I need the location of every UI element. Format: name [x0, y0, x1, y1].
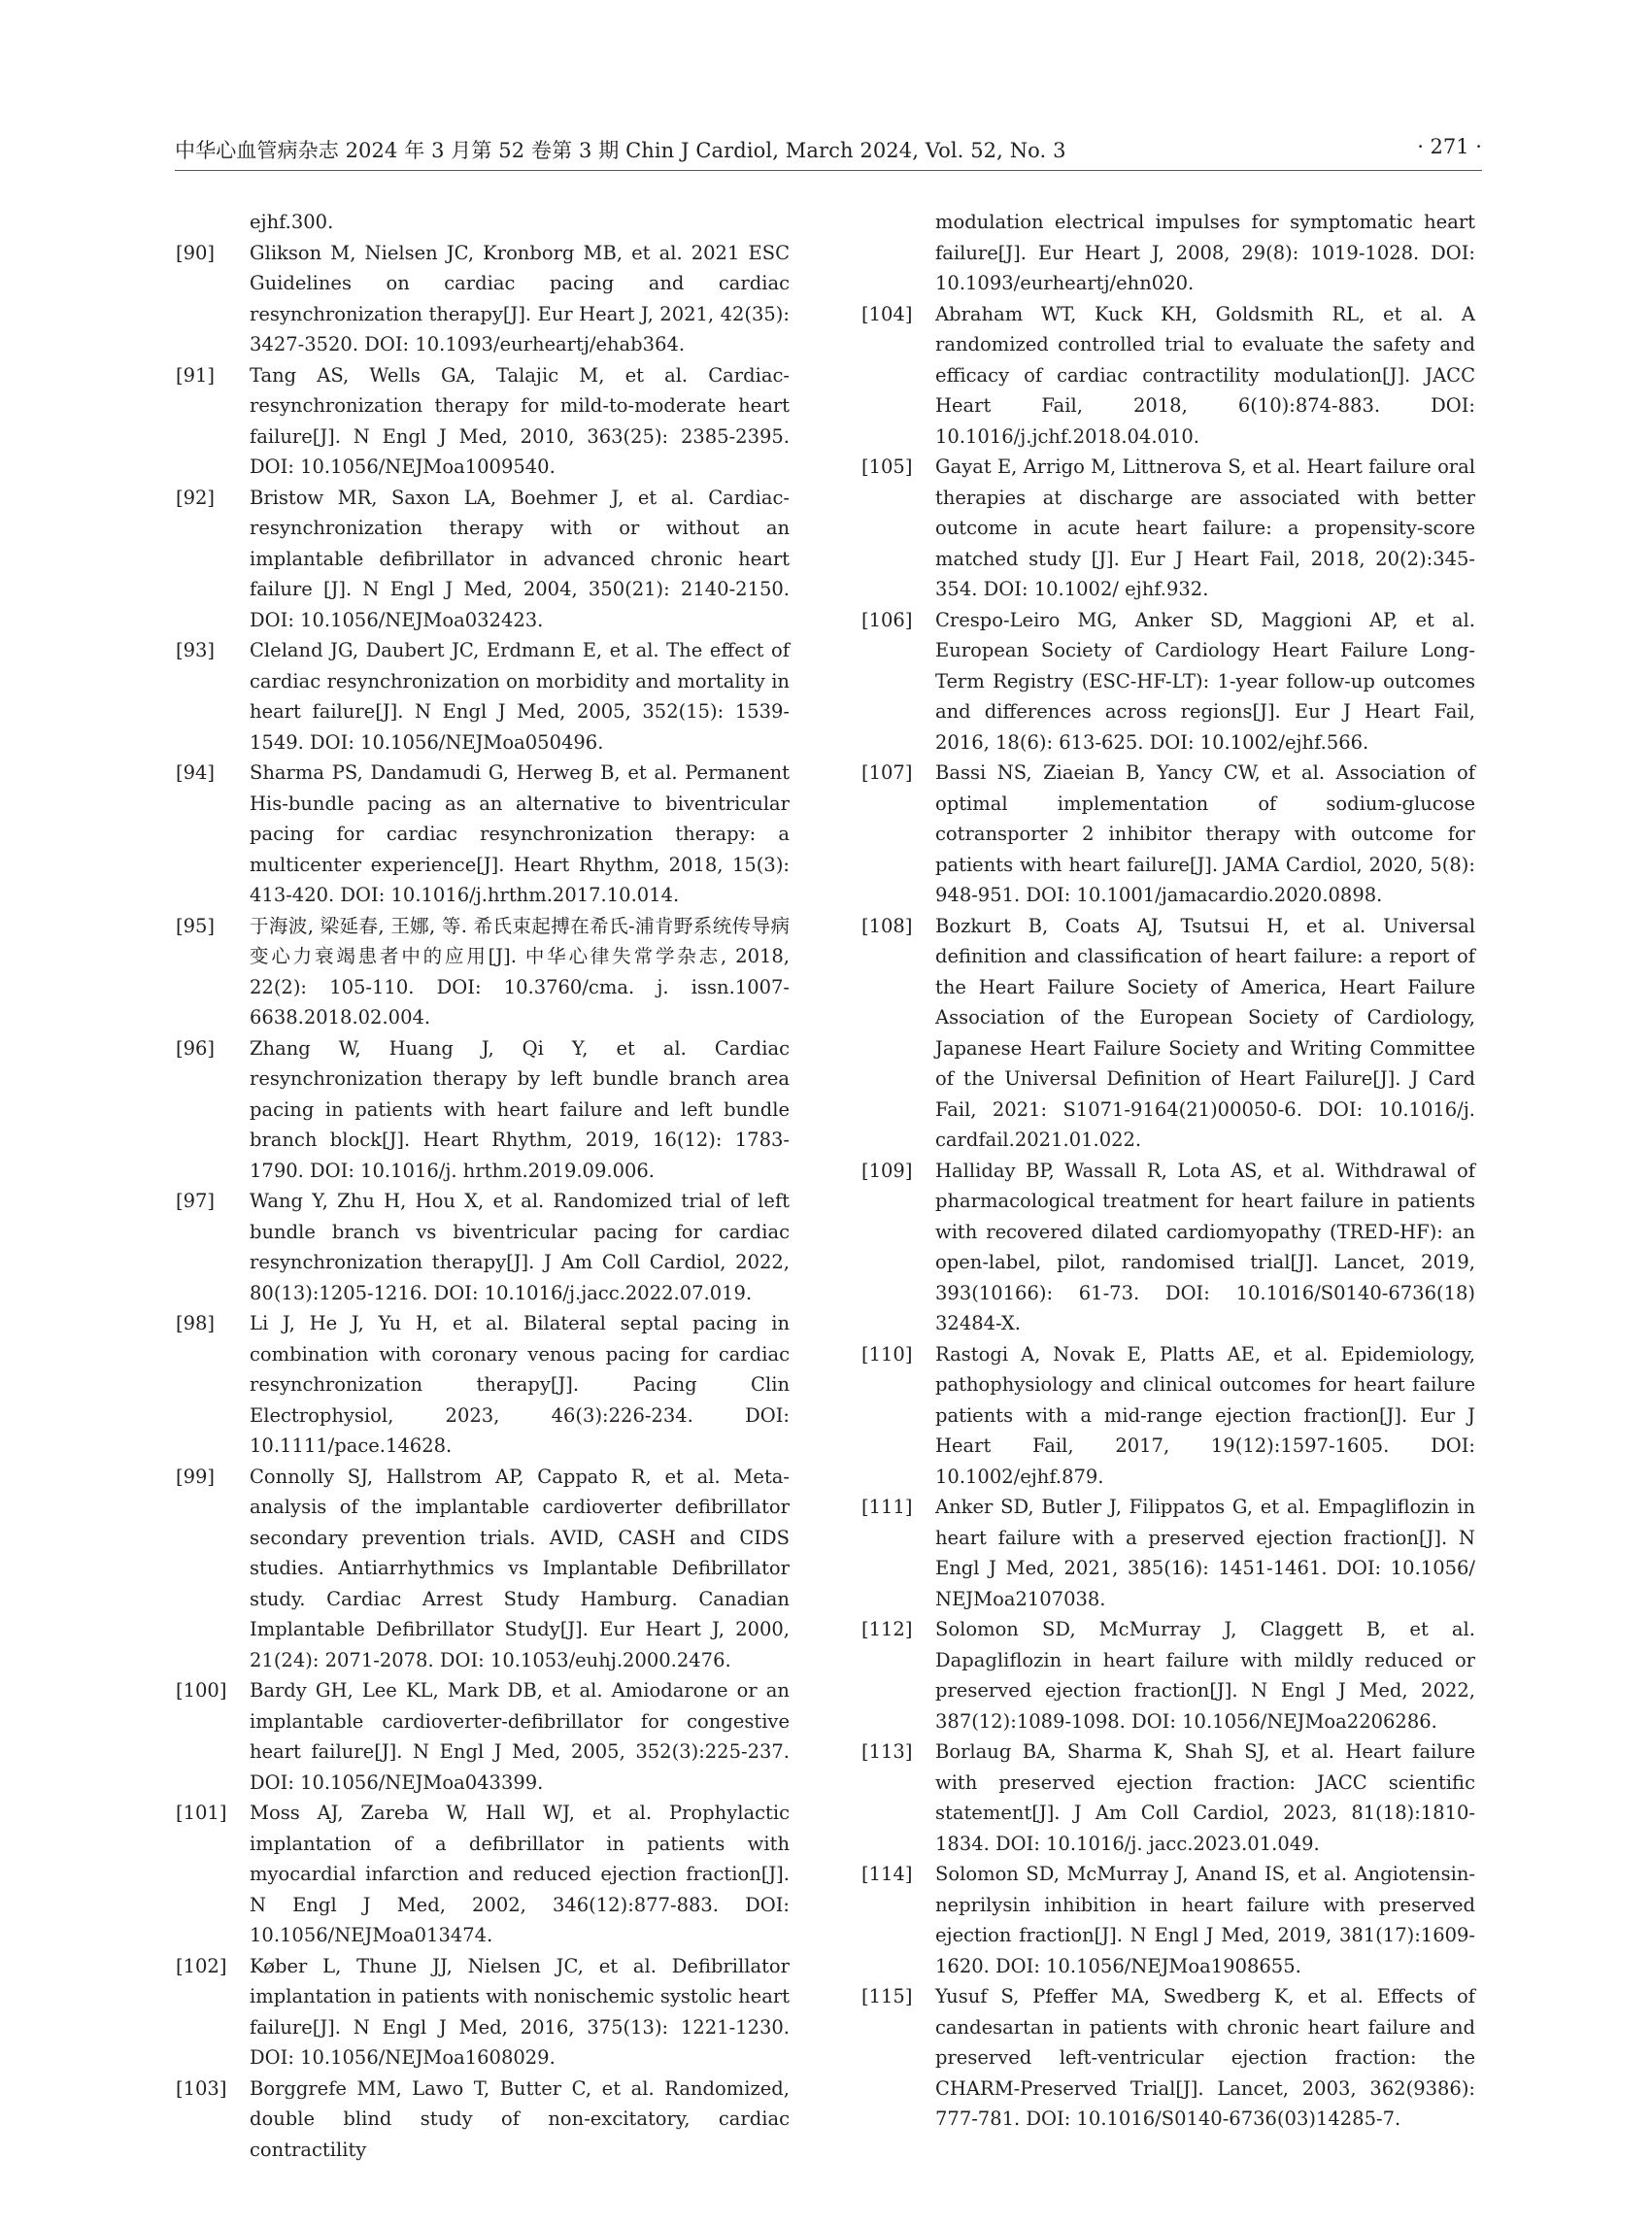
reference-text: Borlaug BA, Sharma K, Shah SJ, et al. Heart failure with preserved ejection fraction: JACC scientific statement[J]. J Am Coll Cardiol, 2023, 81(18):1810-1834. DOI: 10.1016/j. jacc.2023.01.049.	[935, 1740, 1475, 1855]
reference-number: [94]	[176, 761, 216, 784]
reference-number: [102]	[176, 1954, 227, 1977]
reference-entry	[861, 1492, 1475, 1614]
reference-entry	[176, 1675, 790, 1798]
reference-text: Tang AS, Wells GA, Talajic M, et al. Cardiac-resynchronization therapy for mild-to-moderate heart failure[J]. N Engl J Med, 2010, 363(25): 2385-2395. DOI: 10.1056/NEJMoa1009540.	[250, 363, 790, 478]
reference-entry	[176, 360, 790, 483]
reference-number: [101]	[176, 1802, 227, 1824]
reference-number: [111]	[861, 1496, 913, 1518]
reference-number: [99]	[176, 1465, 216, 1488]
reference-entry	[176, 911, 790, 1033]
reference-text: Anker SD, Butler J, Filippatos G, et al. Empagliflozin in heart failure with a preserved ejection fraction[J]. N Engl J Med, 2021, 385(16): 1451-1461. DOI: 10.1056/ NEJMoa2107038.	[935, 1496, 1475, 1610]
reference-number: [103]	[176, 2076, 227, 2100]
reference-entry	[861, 911, 1475, 1156]
reference-entry	[176, 238, 790, 360]
reference-number: [106]	[861, 608, 913, 631]
reference-text: Zhang W, Huang J, Qi Y, et al. Cardiac resynchronization therapy by left bundle branch area pacing in patients with heart failure and left bundle branch block[J]. Heart Rhythm, 2019, 16(12): 1783-1790. DOI: 10.1016/j. hrthm.2019.09.006.	[250, 1036, 790, 1182]
reference-text: Borggrefe MM, Lawo T, Butter C, et al. Randomized, double blind study of non-excitatory, cardiac contractility	[250, 2076, 790, 2161]
left-reference-column	[176, 207, 790, 2165]
reference-entry	[176, 1186, 790, 1308]
reference-number: [105]	[861, 455, 913, 478]
reference-entry	[861, 1614, 1475, 1736]
reference-text: Rastogi A, Novak E, Platts AE, et al. Epidemiology, pathophysiology and clinical outcomes for heart failure patients with a mid-range ejection fraction[J]. Eur J Heart Fail, 2017, 19(12):1597-1605. DOI: 10.1002/ejhf.879.	[935, 1342, 1475, 1488]
reference-number: [114]	[861, 1863, 913, 1885]
reference-entry	[176, 758, 790, 911]
reference-entry	[861, 452, 1475, 605]
reference-entry	[861, 1859, 1475, 1981]
reference-entry	[176, 635, 790, 758]
reference-entry	[861, 207, 1475, 299]
reference-entry	[861, 1981, 1475, 2135]
reference-text: Bardy GH, Lee KL, Mark DB, et al. Amiodarone or an implantable cardioverter-defibrillator for congestive heart failure[J]. N Engl J Med, 2005, 352(3):225-237. DOI: 10.1056/NEJMoa043399.	[250, 1679, 790, 1794]
reference-entry	[861, 1339, 1475, 1493]
page-number: · 271 ·	[1417, 135, 1482, 158]
reference-text: Crespo-Leiro MG, Anker SD, Maggioni AP, et al. European Society of Cardiology Heart Failure Long-Term Registry (ESC-HF-LT): 1-year follow-up outcomes and differences across regions[J]. Eur J Heart Fail, 2016, 18(6): 613-625. DOI: 10.1002/ejhf.566.	[935, 608, 1475, 754]
reference-entry	[176, 2073, 790, 2166]
reference-entry	[176, 483, 790, 636]
reference-number: [115]	[861, 1985, 913, 2007]
reference-entry	[861, 758, 1475, 911]
right-reference-column	[861, 207, 1475, 2135]
reference-entry	[176, 207, 790, 238]
reference-text: Abraham WT, Kuck KH, Goldsmith RL, et al. A randomized controlled trial to evaluate the safety and efficacy of cardiac contractility modulation[J]. JACC Heart Fail, 2018, 6(10):874-883. DOI: 10.1016/j.jchf.2018.04.010.	[935, 302, 1475, 448]
reference-text: Yusuf S, Pfeffer MA, Swedberg K, et al. Effects of candesartan in patients with chronic heart failure and preserved left-ventricular ejection fraction: the CHARM-Preserved Trial[J]. Lancet, 2003, 362(9386): 777-781. DOI: 10.1016/S0140-6736(03)14285-7.	[935, 1985, 1475, 2130]
reference-text: 于海波, 梁延春, 王娜, 等. 希氏束起搏在希氏-浦肯野系统传导病变心力衰竭患者中的应用[J]. 中华心律失常学杂志, 2018, 22(2): 105-110. DOI: 10.3760/cma. j. issn.1007-6638.2018.02.004.	[250, 914, 790, 1028]
reference-text: ejhf.300.	[250, 211, 334, 233]
reference-number: [96]	[176, 1036, 216, 1060]
reference-text: Solomon SD, McMurray J, Anand IS, et al. Angiotensin-neprilysin inhibition in heart failure with preserved ejection fraction[J]. N Engl J Med, 2019, 381(17):1609-1620. DOI: 10.1056/NEJMoa1908655.	[935, 1863, 1475, 1977]
reference-text: Halliday BP, Wassall R, Lota AS, et al. Withdrawal of pharmacological treatment for heart failure in patients with recovered dilated cardiomyopathy (TRED-HF): an open-label, pilot, randomised trial[J]. Lancet, 2019, 393(10166): 61-73. DOI: 10.1016/S0140-6736(18) 32484-X.	[935, 1159, 1475, 1334]
reference-entry	[176, 1462, 790, 1676]
journal-citation-line: 中华心血管病杂志 2024 年 3 月第 52 卷第 3 期 Chin J Cardiol, March 2024, Vol. 52, No. 3	[175, 139, 1066, 162]
reference-number: [107]	[861, 761, 913, 784]
reference-number: [97]	[176, 1190, 216, 1212]
reference-entry	[176, 1308, 790, 1462]
reference-entry	[861, 299, 1475, 453]
reference-number: [98]	[176, 1312, 216, 1334]
reference-text: Bassi NS, Ziaeian B, Yancy CW, et al. Association of optimal implementation of sodium-glucose cotransporter 2 inhibitor therapy with outcome for patients with heart failure[J]. JAMA Cardiol, 2020, 5(8): 948-951. DOI: 10.1001/jamacardio.2020.0898.	[935, 761, 1475, 906]
reference-entry	[861, 605, 1475, 759]
reference-number: [104]	[861, 302, 913, 325]
reference-text: Solomon SD, McMurray J, Claggett B, et al. Dapagliflozin in heart failure with mildly reduced or preserved ejection fraction[J]. N Engl J Med, 2022, 387(12):1089-1098. DOI: 10.1056/NEJMoa2206286.	[935, 1618, 1475, 1733]
reference-number: [112]	[861, 1618, 913, 1640]
reference-entry	[861, 1736, 1475, 1859]
reference-text: Connolly SJ, Hallstrom AP, Cappato R, et al. Meta-analysis of the implantable cardioverter defibrillator secondary prevention trials. AVID, CASH and CIDS studies. Antiarrhythmics vs Implantable Defibrillator study. Cardiac Arrest Study Hamburg. Canadian Implantable Defibrillator Study[J]. Eur Heart J, 2000, 21(24): 2071-2078. DOI: 10.1053/euhj.2000.2476.	[250, 1465, 790, 1671]
reference-entry	[176, 1798, 790, 1951]
reference-text: Moss AJ, Zareba W, Hall WJ, et al. Prophylactic implantation of a defibrillator in patients with myocardial infarction and reduced ejection fraction[J]. N Engl J Med, 2002, 346(12):877-883. DOI: 10.1056/NEJMoa013474.	[250, 1802, 790, 1946]
running-header	[175, 135, 1482, 171]
reference-text: Køber L, Thune JJ, Nielsen JC, et al. Defibrillator implantation in patients with nonischemic systolic heart failure[J]. N Engl J Med, 2016, 375(13): 1221-1230. DOI: 10.1056/NEJMoa1608029.	[250, 1954, 790, 2069]
reference-number: [93]	[176, 639, 216, 661]
reference-number: [110]	[861, 1342, 913, 1365]
reference-text: Glikson M, Nielsen JC, Kronborg MB, et al. 2021 ESC Guidelines on cardiac pacing and cardiac resynchronization therapy[J]. Eur Heart J, 2021, 42(35): 3427-3520. DOI: 10.1093/eurheartj/ehab364.	[250, 241, 790, 355]
reference-text: Bristow MR, Saxon LA, Boehmer J, et al. Cardiac-resynchronization therapy with or without an implantable defibrillator in advanced chronic heart failure [J]. N Engl J Med, 2004, 350(21): 2140-2150. DOI: 10.1056/NEJMoa032423.	[250, 486, 790, 631]
reference-number: [92]	[176, 486, 216, 509]
reference-text: Gayat E, Arrigo M, Littnerova S, et al. Heart failure oral therapies at discharge are associated with better outcome in acute heart failure: a propensity-score matched study [J]. Eur J Heart Fail, 2018, 20(2):345-354. DOI: 10.1002/ ejhf.932.	[935, 455, 1475, 600]
reference-number: [109]	[861, 1159, 913, 1182]
reference-number: [108]	[861, 914, 913, 937]
reference-entry	[176, 1951, 790, 2073]
reference-text: Bozkurt B, Coats AJ, Tsutsui H, et al. Universal definition and classification of heart failure: a report of the Heart Failure Society of America, Heart Failure Association of the European Society of Cardiology, Japanese Heart Failure Society and Writing Committee of the Universal Definition of Heart Failure[J]. J Card Fail, 2021: S1071-9164(21)00050-6. DOI: 10.1016/j. cardfail.2021.01.022.	[935, 914, 1475, 1151]
reference-number: [95]	[176, 914, 216, 937]
reference-number: [90]	[176, 241, 216, 264]
reference-text: modulation electrical impulses for symptomatic heart failure[J]. Eur Heart J, 2008, 29(8): 1019-1028. DOI: 10.1093/eurheartj/ehn020.	[935, 211, 1475, 294]
reference-number: [113]	[861, 1740, 913, 1763]
reference-number: [91]	[176, 363, 216, 387]
reference-text: Wang Y, Zhu H, Hou X, et al. Randomized trial of left bundle branch vs biventricular pacing for cardiac resynchronization therapy[J]. J Am Coll Cardiol, 2022, 80(13):1205-1216. DOI: 10.1016/j.jacc.2022.07.019.	[250, 1190, 790, 1304]
reference-text: Li J, He J, Yu H, et al. Bilateral septal pacing in combination with coronary venous pacing for cardiac resynchronization therapy[J]. Pacing Clin Electrophysiol, 2023, 46(3):226-234. DOI: 10.1111/pace.14628.	[250, 1312, 790, 1457]
reference-text: Sharma PS, Dandamudi G, Herweg B, et al. Permanent His-bundle pacing as an alternative to biventricular pacing for cardiac resynchronization therapy: a multicenter experience[J]. Heart Rhythm, 2018, 15(3): 413-420. DOI: 10.1016/j.hrthm.2017.10.014.	[250, 761, 790, 906]
reference-entry	[176, 1033, 790, 1187]
reference-number: [100]	[176, 1679, 227, 1702]
reference-text: Cleland JG, Daubert JC, Erdmann E, et al. The effect of cardiac resynchronization on morbidity and mortality in heart failure[J]. N Engl J Med, 2005, 352(15): 1539-1549. DOI: 10.1056/NEJMoa050496.	[250, 639, 790, 754]
reference-entry	[861, 1156, 1475, 1339]
